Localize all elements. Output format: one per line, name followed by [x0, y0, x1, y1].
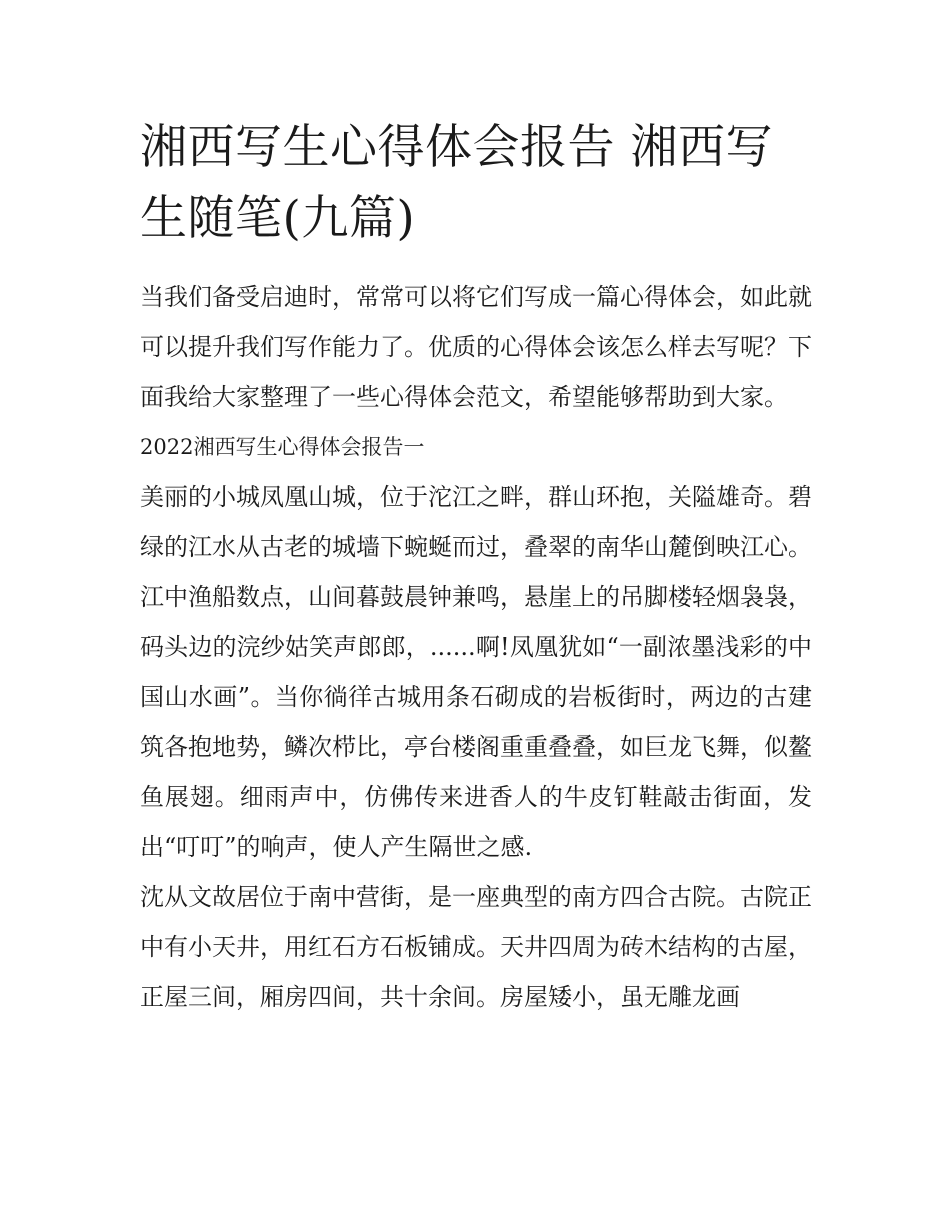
document-title: 湘西写生心得体会报告 湘西写生随笔(九篇)	[140, 120, 773, 246]
intro-paragraph: 当我们备受启迪时，常常可以将它们写成一篇心得体会，如此就可以提升我们写作能力了。优质的心得体会该怎么样去写呢？下面我给大家整理了一些心得体会范文，希望能够帮助到大家。	[140, 283, 812, 411]
document-page	[140, 112, 812, 1022]
body-paragraph: 沈从文故居位于南中营街，是一座典型的南方四合古院。古院正中有小天井，用红石方石板铺成。天井四周为砖木结构的古屋，正屋三间，厢房四间，共十余间。房屋矮小，虽无雕龙画	[140, 883, 812, 1011]
body-paragraph: 美丽的小城凤凰山城，位于沱江之畔，群山环抱，关隘雄奇。碧绿的江水从古老的城墙下蜿蜒而过，叠翠的南华山麓倒映江心。江中渔船数点，山间暮鼓晨钟兼鸣，悬崖上的吊脚楼轻烟袅袅，码头边的浣纱姑笑声郎郎，......啊!凤凰犹如“一副浓墨浅彩的中国山水画”。当你徜徉古城用条石砌成的岩板街时，两边的古建筑各抱地势，鳞次栉比，亭台楼阁重重叠叠，如巨龙飞舞，似鳌鱼展翅。细雨声中，仿佛传来进香人的牛皮钉鞋敲击街面，发出“叮叮”的响声，使人产生隔世之感.	[140, 483, 812, 861]
section-heading: 2022湘西写生心得体会报告一	[140, 435, 425, 459]
